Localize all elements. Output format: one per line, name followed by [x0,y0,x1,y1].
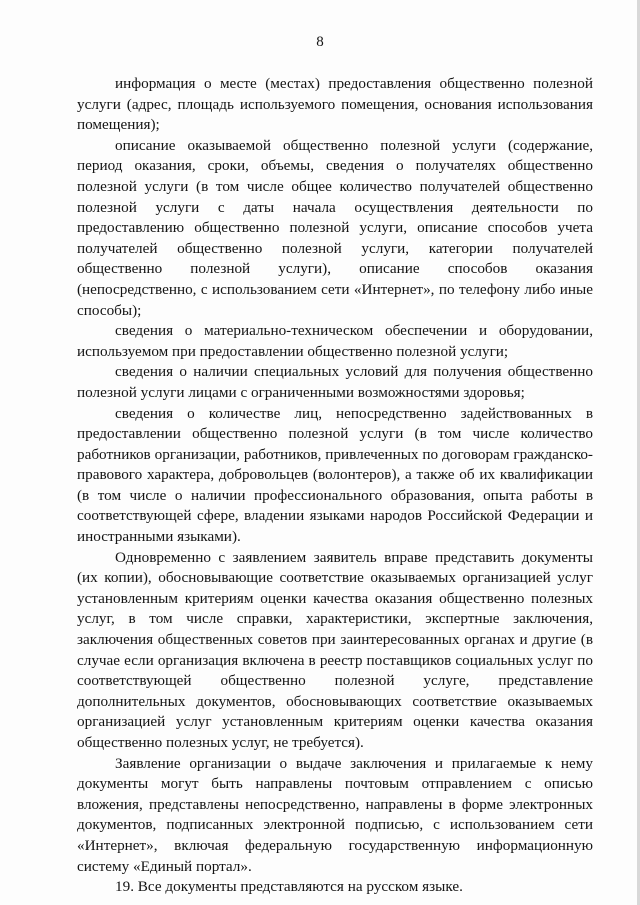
document-body [77,74,593,898]
paragraph-supporting-documents: Одновременно с заявлением заявитель вправе представить документы (их копии), обосновывающие соответствие оказываемых организацией услуг установленным критериям оценки качества оказания общественно полезных услуг, в том числе справки, характеристики, экспертные заключения, заключения общественных советов при заинтересованных органах и другие (в случае если организация включена в реестр поставщиков социальных услуг по соответствующей общественно полезной услуге, представление дополнительных документов, обосновывающих соответствие оказываемых организацией услуг установленным критериям оценки качества оказания общественно полезных услуг, не требуется). [77,548,593,751]
paragraph-special-conditions: сведения о наличии специальных условий для получения общественно полезной услуги лицами с ограниченными возможностями здоровья; [77,363,593,401]
paragraph-submission-methods: Заявление организации о выдаче заключения и прилагаемые к нему документы могут быть направлены почтовым отправлением с описью вложения, представлены непосредственно, направлены в форме электронных документов, подписанных электронной подписью, с использованием сети «Интернет», включая федеральную государственную информационную систему «Единый портал». [77,754,593,875]
paragraph-material-support: сведения о материально-техническом обеспечении и оборудовании, используемом при предоставлении общественно полезной услуги; [77,322,593,360]
paragraph-service-description: описание оказываемой общественно полезной услуги (содержание, период оказания, сроки, объемы, сведения о получателях общественно полезной услуги (в том числе общее количество получателей общественно полезной услуги с даты начала осуществления деятельности по предоставлению общественно полезной услуги, описание способов учета получателей общественно полезной услуги, категории получателей общественно полезной услуги), описание способов оказания (непосредственно, с использованием сети «Интернет», по телефону либо иные способы); [77,136,593,319]
page-number: 8 [316,34,324,50]
paragraph-language-requirement: 19. Все документы представляются на русском языке. [115,878,463,896]
paragraph-location-info: информация о месте (местах) предоставления общественно полезной услуги (адрес, площадь используемого помещения, основания использования помещения); [77,75,593,134]
paragraph-staff-info: сведения о количестве лиц, непосредственно задействованных в предоставлении общественно полезной услуги (в том числе количество работников организации, работников, привлеченных по договорам гражданско-правового характера, добровольцев (волонтеров), а также об их квалификации (в том числе о наличии профессионального образования, опыта работы в соответствующей сфере, владении языками народов Российской Федерации и иностранными языками). [77,404,593,546]
